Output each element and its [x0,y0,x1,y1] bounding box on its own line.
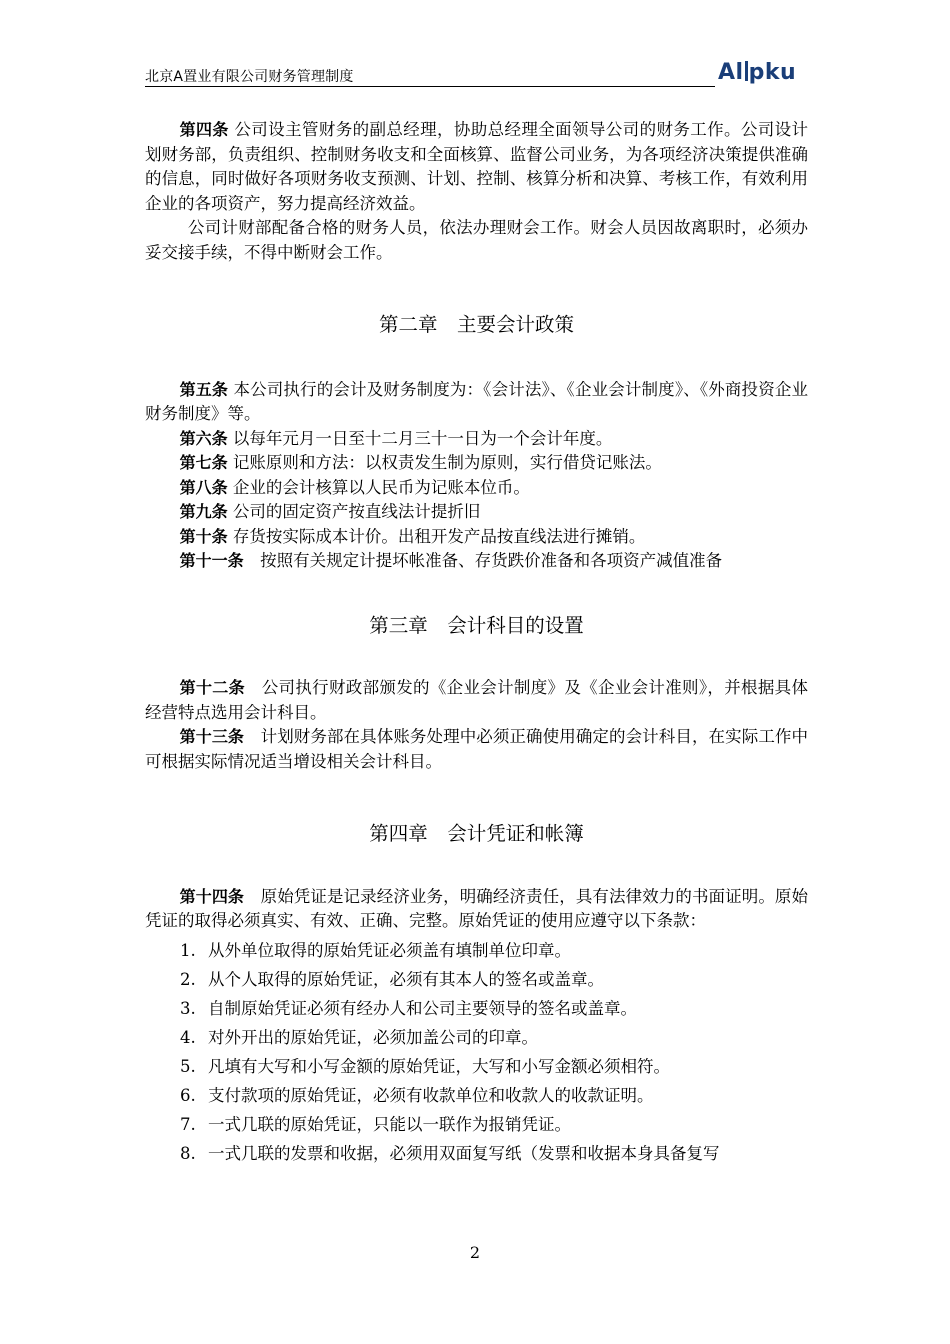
chapter-3-title: 第三章 会计科目的设置 [369,613,584,637]
header-rule [145,86,715,87]
article-text: 按照有关规定计提坏帐准备、存货跌价准备和各项资产减值准备 [243,551,723,570]
list-text: 一式几联的原始凭证，只能以一联作为报销凭证。 [208,1114,571,1134]
logo-text-left: Al [718,60,744,85]
list-text: 一式几联的发票和收据，必须用双面复写纸（发票和收据本身具备复写 [208,1143,720,1163]
list-number: 7. [180,1114,196,1134]
list-item [145,936,808,965]
article-13 [145,725,808,774]
logo-bar-icon [745,61,748,81]
article-lead: 第五条 [179,379,229,399]
article-text: 公司设主管财务的副总经理，协助总经理全面领导公司的财务工作。公司设计划财务部，负责组织、控制财务收支和全面核算、监督公司业务，为各项经济决策提供准确的信息，同时做好各项财务收支预测、计划、控制、核算分析和决算、考核工作，有效利用企业的各项资产，努力提高经济效益。 [145,120,808,213]
article-14 [145,885,808,934]
document-header-title: 北京A置业有限公司财务管理制度 [145,69,354,85]
list-number: 2. [180,969,196,989]
article-text: 原始凭证是记录经济业务，明确经济责任，具有法律效力的书面证明。原始凭证的取得必须真实、有效、正确、完整。原始凭证的使用应遵守以下条款： [145,886,808,930]
article-11 [145,549,808,574]
chapter-2-title: 第二章 主要会计政策 [378,313,574,336]
article-lead: 第六条 [179,428,228,448]
list-item [145,1139,808,1168]
numbered-list [145,936,808,1168]
article-12 [145,676,808,725]
list-item [145,1081,808,1110]
list-item [145,1110,808,1139]
list-number: 8. [180,1143,196,1163]
article-text: 公司执行财政部颁发的《企业会计制度》及《企业会计准则》，并根据具体经营特点选用会计科目。 [145,678,808,722]
article-lead: 第十条 [179,526,228,546]
article-lead: 第七条 [179,453,228,472]
article-8 [145,476,808,501]
logo-text-right: pku [748,60,797,85]
article-text: 本公司执行的会计及财务制度为：《会计法》、《企业会计制度》、《外商投资企业财务制度》等。 [145,379,808,423]
page-number: 2 [469,1243,481,1262]
company-logo [718,60,796,90]
list-text: 自制原始凭证必须有经办人和公司主要领导的签名或盖章。 [208,998,637,1018]
article-text: 存货按实际成本计价。出租开发产品按直线法进行摊销。 [227,526,646,546]
article-4-paragraph-2: 公司计财部配备合格的财务人员，依法办理财会工作。财会人员因故离职时，必须办妥交接手续，不得中断财会工作。 [145,218,808,262]
list-item [145,965,808,994]
list-item [145,1023,808,1052]
article-text: 记账原则和方法：以权责发生制为原则，实行借贷记账法。 [227,453,662,472]
document-body [145,118,808,1168]
list-text: 支付款项的原始凭证，必须有收款单位和收款人的收款证明。 [208,1085,654,1105]
list-number: 4. [180,1027,196,1047]
list-text: 从外单位取得的原始凭证必须盖有填制单位印章。 [208,940,571,960]
list-item [145,1052,808,1081]
article-lead: 第八条 [179,477,228,497]
list-item [145,994,808,1023]
article-9 [145,500,808,525]
list-text: 对外开出的原始凭证，必须加盖公司的印章。 [208,1027,538,1047]
page-header [145,58,807,88]
list-number: 6. [180,1085,196,1105]
article-text: 企业的会计核算以人民币为记账本位币。 [227,477,530,497]
article-text: 计划财务部在具体账务处理中必须正确使用确定的会计科目，在实际工作中可根据实际情况适当增设相关会计科目。 [145,727,808,771]
article-text: 以每年元月一日至十二月三十一日为一个会计年度。 [227,428,613,448]
list-number: 5. [180,1056,196,1076]
article-lead: 第十四条 [179,886,245,906]
article-4 [145,118,808,216]
article-lead: 第四条 [179,120,229,139]
list-text: 凡填有大写和小写金额的原始凭证，大写和小写金额必须相符。 [208,1056,670,1076]
article-5 [145,378,808,427]
article-6 [145,427,808,452]
article-10 [145,525,808,550]
article-7 [145,451,808,476]
article-lead: 第九条 [179,502,228,521]
chapter-4-title: 第四章 会计凭证和帐簿 [369,822,584,845]
article-lead: 第十二条 [179,678,245,697]
article-lead: 第十一条 [179,551,244,570]
article-lead: 第十三条 [179,727,245,746]
list-text: 从个人取得的原始凭证，必须有其本人的签名或盖章。 [208,969,604,989]
article-text: 公司的固定资产按直线法计提折旧 [227,502,481,521]
list-number: 3. [180,998,196,1018]
list-number: 1. [180,940,196,960]
